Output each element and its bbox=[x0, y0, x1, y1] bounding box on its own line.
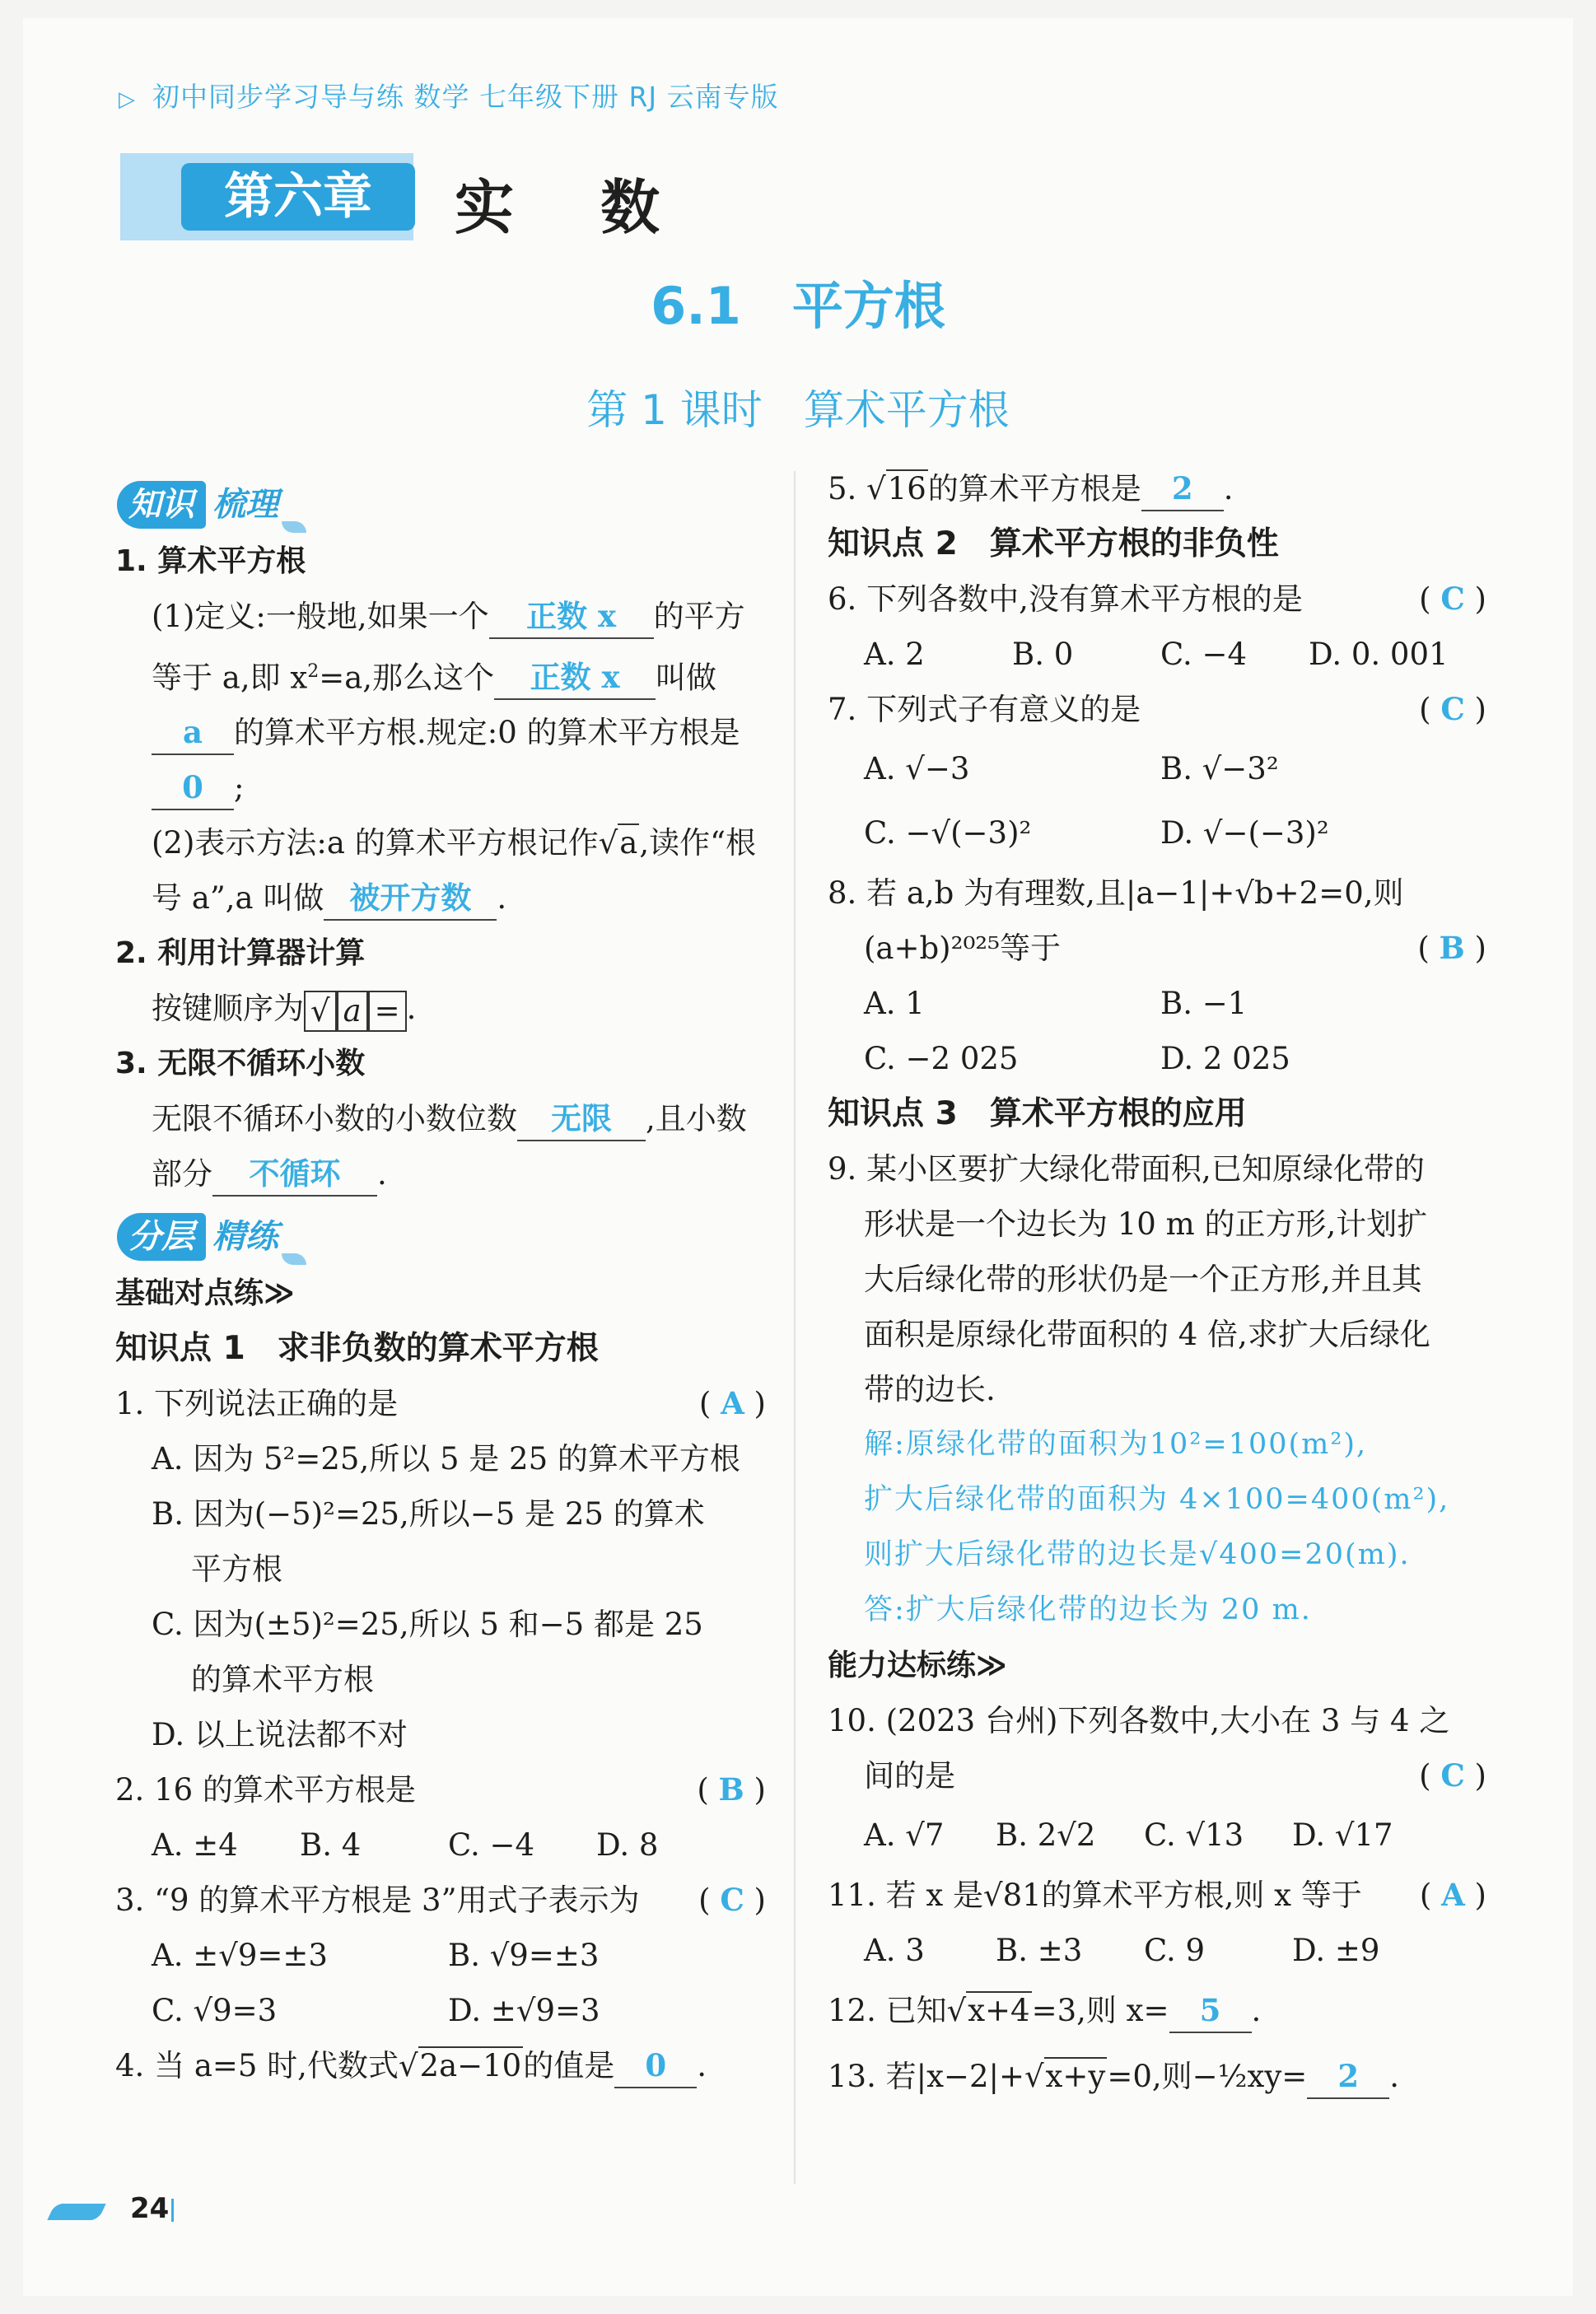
option-c: C. 9 bbox=[1144, 1933, 1206, 1968]
running-header bbox=[119, 76, 779, 114]
options-row bbox=[828, 737, 1486, 801]
knowledge-banner bbox=[117, 478, 306, 529]
options-row bbox=[115, 1983, 766, 2038]
banner-part1: 知识 bbox=[117, 481, 206, 529]
question-stem-cont: 间的是 bbox=[864, 1758, 955, 1794]
radicand: x+y bbox=[1045, 2059, 1106, 2094]
option-a: A. ±√9=±3 bbox=[152, 1938, 328, 1974]
text: (2)表示方法:a 的算术平方根记作 bbox=[152, 825, 599, 861]
options-row bbox=[115, 1928, 766, 1983]
knowledge-definition: (1)定义:一般地,如果一个 正数 x 的平方等于 a,即 $x^2=a$,那么这个 正数 x 叫做a 的算术平方根.规定:0 的算术平方根是0 ; bbox=[115, 589, 766, 815]
option-c: C. √13 bbox=[1144, 1817, 1244, 1853]
option-b-cont: 平方根 bbox=[191, 1551, 282, 1588]
answer: B bbox=[718, 1771, 744, 1808]
answer-choice: ( B ) bbox=[697, 1771, 766, 1808]
page-number-divider bbox=[171, 2199, 174, 2222]
knowledge-heading-3: 3. 无限不循环小数 bbox=[115, 1047, 366, 1081]
question-stem-cont: (a+b)²⁰²⁵等于 bbox=[864, 931, 1061, 966]
options-row bbox=[828, 1803, 1486, 1868]
question-stem: 5. bbox=[828, 471, 867, 506]
text: 无限不循环小数的小数位数 bbox=[152, 1101, 517, 1137]
question-9: 9. 某小区要扩大绿化带面积,已知原绿化带的 bbox=[828, 1151, 1425, 1187]
text: 的算术平方根.规定:0 的算术平方根是 bbox=[234, 715, 740, 751]
text: 叫做 bbox=[656, 660, 717, 696]
option-c: C. √9=3 bbox=[152, 1993, 278, 2029]
text: =0,则−½xy= bbox=[1107, 2059, 1308, 2094]
question-3 bbox=[115, 1873, 766, 1928]
a-key: a bbox=[337, 991, 368, 1032]
option-c: C. −2 025 bbox=[864, 1041, 1019, 1076]
knowledge-point-3: 知识点 3 算术平方根的应用 bbox=[828, 1095, 1247, 1132]
question-9-line: 形状是一个边长为 10 m 的正方形,计划扩 bbox=[864, 1206, 1428, 1242]
answer: C bbox=[1440, 1757, 1465, 1794]
answer-choice: ( C ) bbox=[1419, 581, 1486, 617]
answer-blank: a bbox=[152, 711, 234, 755]
calculator-keys: 按键顺序为 √ a = . bbox=[115, 981, 766, 1036]
question-stem: 8. 若 a,b 为有理数,且|a−1|+√b+2=0,则 bbox=[828, 875, 1404, 911]
answer-blank: 5 bbox=[1169, 1989, 1252, 2033]
question-11 bbox=[828, 1868, 1486, 1923]
question-1 bbox=[115, 1376, 766, 1431]
option-d: D. ±√9=3 bbox=[448, 1993, 600, 2029]
question-13: 13. 若|x−2|+√x+y=0,则−½xy= 2 . bbox=[828, 2044, 1486, 2110]
question-stem: 7. 下列式子有意义的是 bbox=[828, 692, 1141, 727]
question-10-cont bbox=[828, 1748, 1486, 1803]
question-4: 4. 当 a=5 时,代数式√2a−10的值是 0 . bbox=[115, 2038, 766, 2093]
question-stem: 6. 下列各数中,没有算术平方根的是 bbox=[828, 581, 1303, 617]
answer-blank: 不循环 bbox=[212, 1152, 377, 1197]
chapter-title: 实 数 bbox=[455, 173, 693, 242]
text: 的平方等于 a,即 x bbox=[152, 599, 745, 696]
answer-choice: ( C ) bbox=[1419, 1757, 1486, 1794]
answer: B bbox=[1439, 930, 1465, 966]
options-row bbox=[828, 1923, 1486, 1978]
options-row bbox=[115, 1817, 766, 1873]
answer-choice: ( A ) bbox=[1419, 1877, 1486, 1913]
knowledge-heading-1: 1. 算术平方根 bbox=[115, 544, 306, 578]
answer: C bbox=[720, 1882, 744, 1919]
option-c: C. 因为(±5)²=25,所以 5 和−5 都是 25 bbox=[152, 1607, 703, 1643]
question-6 bbox=[828, 572, 1486, 627]
text: 的值是 bbox=[523, 2048, 615, 2084]
option-b: B. √9=±3 bbox=[448, 1938, 600, 1974]
option-b: B. −1 bbox=[1160, 986, 1248, 1021]
option-b: B. ±3 bbox=[996, 1933, 1083, 1968]
lesson-title: 第 1 课时 算术平方根 bbox=[586, 386, 1010, 434]
question-8 bbox=[828, 865, 1486, 921]
radicand: x+4 bbox=[968, 1993, 1030, 2028]
text: =3,则 x= bbox=[1031, 1993, 1169, 2028]
sqrt-key-icon: √ bbox=[304, 991, 337, 1032]
question-10 bbox=[828, 1693, 1486, 1748]
page-number: 24 bbox=[130, 2192, 170, 2225]
answer-blank: 无限 bbox=[517, 1097, 646, 1141]
answer-blank: 正数 x bbox=[494, 655, 656, 700]
option-d: D. ±9 bbox=[1292, 1933, 1380, 1968]
text: 按键顺序为 bbox=[152, 991, 304, 1027]
solution-line: 答:扩大后绿化带的边长为 20 m. bbox=[864, 1593, 1312, 1626]
option-c: C. −√(−3)² bbox=[864, 815, 1032, 851]
basic-heading: 基础对点练≫ bbox=[115, 1276, 295, 1311]
question-5: 5. √16的算术平方根是 2 . bbox=[828, 461, 1486, 516]
right-column bbox=[828, 461, 1486, 2110]
leaf-icon bbox=[282, 1253, 306, 1265]
knowledge-heading-2: 2. 利用计算器计算 bbox=[115, 936, 366, 971]
irrational-definition: 无限不循环小数的小数位数 无限 ,且小数部分 不循环 . bbox=[115, 1091, 766, 1201]
text: 的算术平方根是 bbox=[927, 471, 1141, 506]
question-stem: 12. 已知 bbox=[828, 1993, 947, 2028]
answer-choice: ( C ) bbox=[698, 1882, 766, 1919]
answer-choice: ( B ) bbox=[1417, 930, 1486, 966]
options-row bbox=[828, 627, 1486, 682]
section-title: 6.1 平方根 bbox=[651, 276, 945, 336]
radicand: 16 bbox=[887, 471, 926, 506]
option-b: B. √−3² bbox=[1160, 751, 1279, 786]
option-a: A. √7 bbox=[864, 1817, 945, 1853]
running-header-text: 初中同步学习导与练 数学 七年级下册 RJ 云南专版 bbox=[152, 81, 779, 113]
option-c: C. −4 bbox=[1160, 637, 1248, 672]
text: ; bbox=[234, 770, 245, 806]
solution-line: 则扩大后绿化带的边长是√400=20(m). bbox=[864, 1538, 1411, 1571]
answer: C bbox=[1440, 581, 1465, 617]
answer: A bbox=[721, 1385, 744, 1422]
option-b: B. 2√2 bbox=[996, 1817, 1096, 1853]
option-d: D. 2 025 bbox=[1160, 1041, 1290, 1076]
equals-key: = bbox=[368, 991, 407, 1032]
question-stem: 13. 若|x−2|+ bbox=[828, 2059, 1024, 2094]
column-divider bbox=[794, 471, 796, 2184]
answer-blank: 2 bbox=[1141, 467, 1224, 511]
option-a: A. 因为 5²=25,所以 5 是 25 的算术平方根 bbox=[152, 1441, 740, 1477]
question-2 bbox=[115, 1762, 766, 1817]
options-row bbox=[828, 801, 1486, 865]
option-a: A. 1 bbox=[864, 986, 925, 1021]
answer-blank: 2 bbox=[1307, 2055, 1389, 2099]
question-stem: 4. 当 a=5 时,代数式 bbox=[115, 2048, 399, 2084]
option-a: A. 2 bbox=[864, 637, 925, 672]
option-d: D. √−(−3)² bbox=[1160, 815, 1329, 851]
banner-part2: 精练 bbox=[212, 1218, 278, 1257]
question-9-line: 面积是原绿化带面积的 4 倍,求扩大后绿化 bbox=[864, 1317, 1430, 1352]
question-9-line: 带的边长. bbox=[864, 1372, 996, 1407]
question-8-cont bbox=[828, 921, 1486, 976]
answer-blank: 被开方数 bbox=[324, 876, 497, 921]
question-stem: 11. 若 x 是√81的算术平方根,则 x 等于 bbox=[828, 1878, 1362, 1913]
question-stem: 2. 16 的算术平方根是 bbox=[115, 1772, 416, 1808]
options-row bbox=[828, 1031, 1486, 1086]
knowledge-point-2: 知识点 2 算术平方根的非负性 bbox=[828, 525, 1279, 562]
option-b: B. 0 bbox=[1012, 637, 1074, 672]
banner-part1: 分层 bbox=[117, 1213, 206, 1261]
radicand: a bbox=[619, 825, 638, 861]
answer-choice: ( C ) bbox=[1419, 691, 1486, 727]
solution-line: 解:原绿化带的面积为10²=100(m²), bbox=[864, 1428, 1368, 1461]
text: ,读作“根号 a”,a 叫做 bbox=[152, 825, 757, 917]
options-row bbox=[828, 976, 1486, 1031]
question-9-line: 大后绿化带的形状仍是一个正方形,并且其 bbox=[864, 1262, 1422, 1297]
practice-banner bbox=[117, 1210, 306, 1261]
option-a: A. ±4 bbox=[152, 1827, 238, 1864]
leaf-icon bbox=[282, 521, 306, 533]
radicand: 2a−10 bbox=[419, 2048, 522, 2084]
answer-blank: 0 bbox=[614, 2044, 697, 2088]
triangle-icon: ▷ bbox=[119, 87, 136, 112]
text: (1)定义:一般地,如果一个 bbox=[152, 599, 489, 634]
knowledge-point-1: 知识点 1 求非负数的算术平方根 bbox=[115, 1330, 599, 1368]
answer: A bbox=[1441, 1877, 1465, 1913]
left-column bbox=[115, 469, 766, 2093]
option-d: D. 8 bbox=[596, 1827, 659, 1864]
text: =a,那么这个 bbox=[319, 660, 495, 696]
knowledge-notation: (2)表示方法:a 的算术平方根记作√a,读作“根号 a”,a 叫做 被开方数 . bbox=[115, 815, 766, 926]
option-d: D. 0. 001 bbox=[1309, 637, 1449, 672]
option-b: B. 4 bbox=[300, 1827, 362, 1864]
question-stem: 1. 下列说法正确的是 bbox=[115, 1386, 399, 1422]
option-a: A. 3 bbox=[864, 1933, 925, 1968]
banner-part2: 梳理 bbox=[212, 486, 278, 524]
ability-heading: 能力达标练≫ bbox=[828, 1649, 1007, 1682]
question-stem: 10. (2023 台州)下列各数中,大小在 3 与 4 之 bbox=[828, 1703, 1450, 1738]
answer-choice: ( A ) bbox=[698, 1385, 766, 1422]
answer-blank: 0 bbox=[152, 766, 234, 810]
option-d: D. √17 bbox=[1292, 1817, 1393, 1853]
option-d: D. 以上说法都不对 bbox=[152, 1717, 408, 1753]
option-c-cont: 的算术平方根 bbox=[191, 1662, 374, 1698]
answer-blank: 正数 x bbox=[489, 595, 654, 639]
chapter-label: 第六章 bbox=[181, 163, 415, 231]
text: ,且小数部分 bbox=[152, 1101, 747, 1192]
question-7 bbox=[828, 682, 1486, 737]
question-12: 12. 已知√x+4=3,则 x= 5 . bbox=[828, 1978, 1486, 2044]
answer: C bbox=[1440, 691, 1465, 727]
option-c: C. −4 bbox=[448, 1827, 535, 1864]
question-stem: 3. “9 的算术平方根是 3”用式子表示为 bbox=[115, 1882, 640, 1919]
option-a: A. √−3 bbox=[864, 751, 970, 786]
option-b: B. 因为(−5)²=25,所以−5 是 25 的算术 bbox=[152, 1496, 705, 1533]
solution-line: 扩大后绿化带的面积为 4×100=400(m²), bbox=[864, 1483, 1450, 1516]
